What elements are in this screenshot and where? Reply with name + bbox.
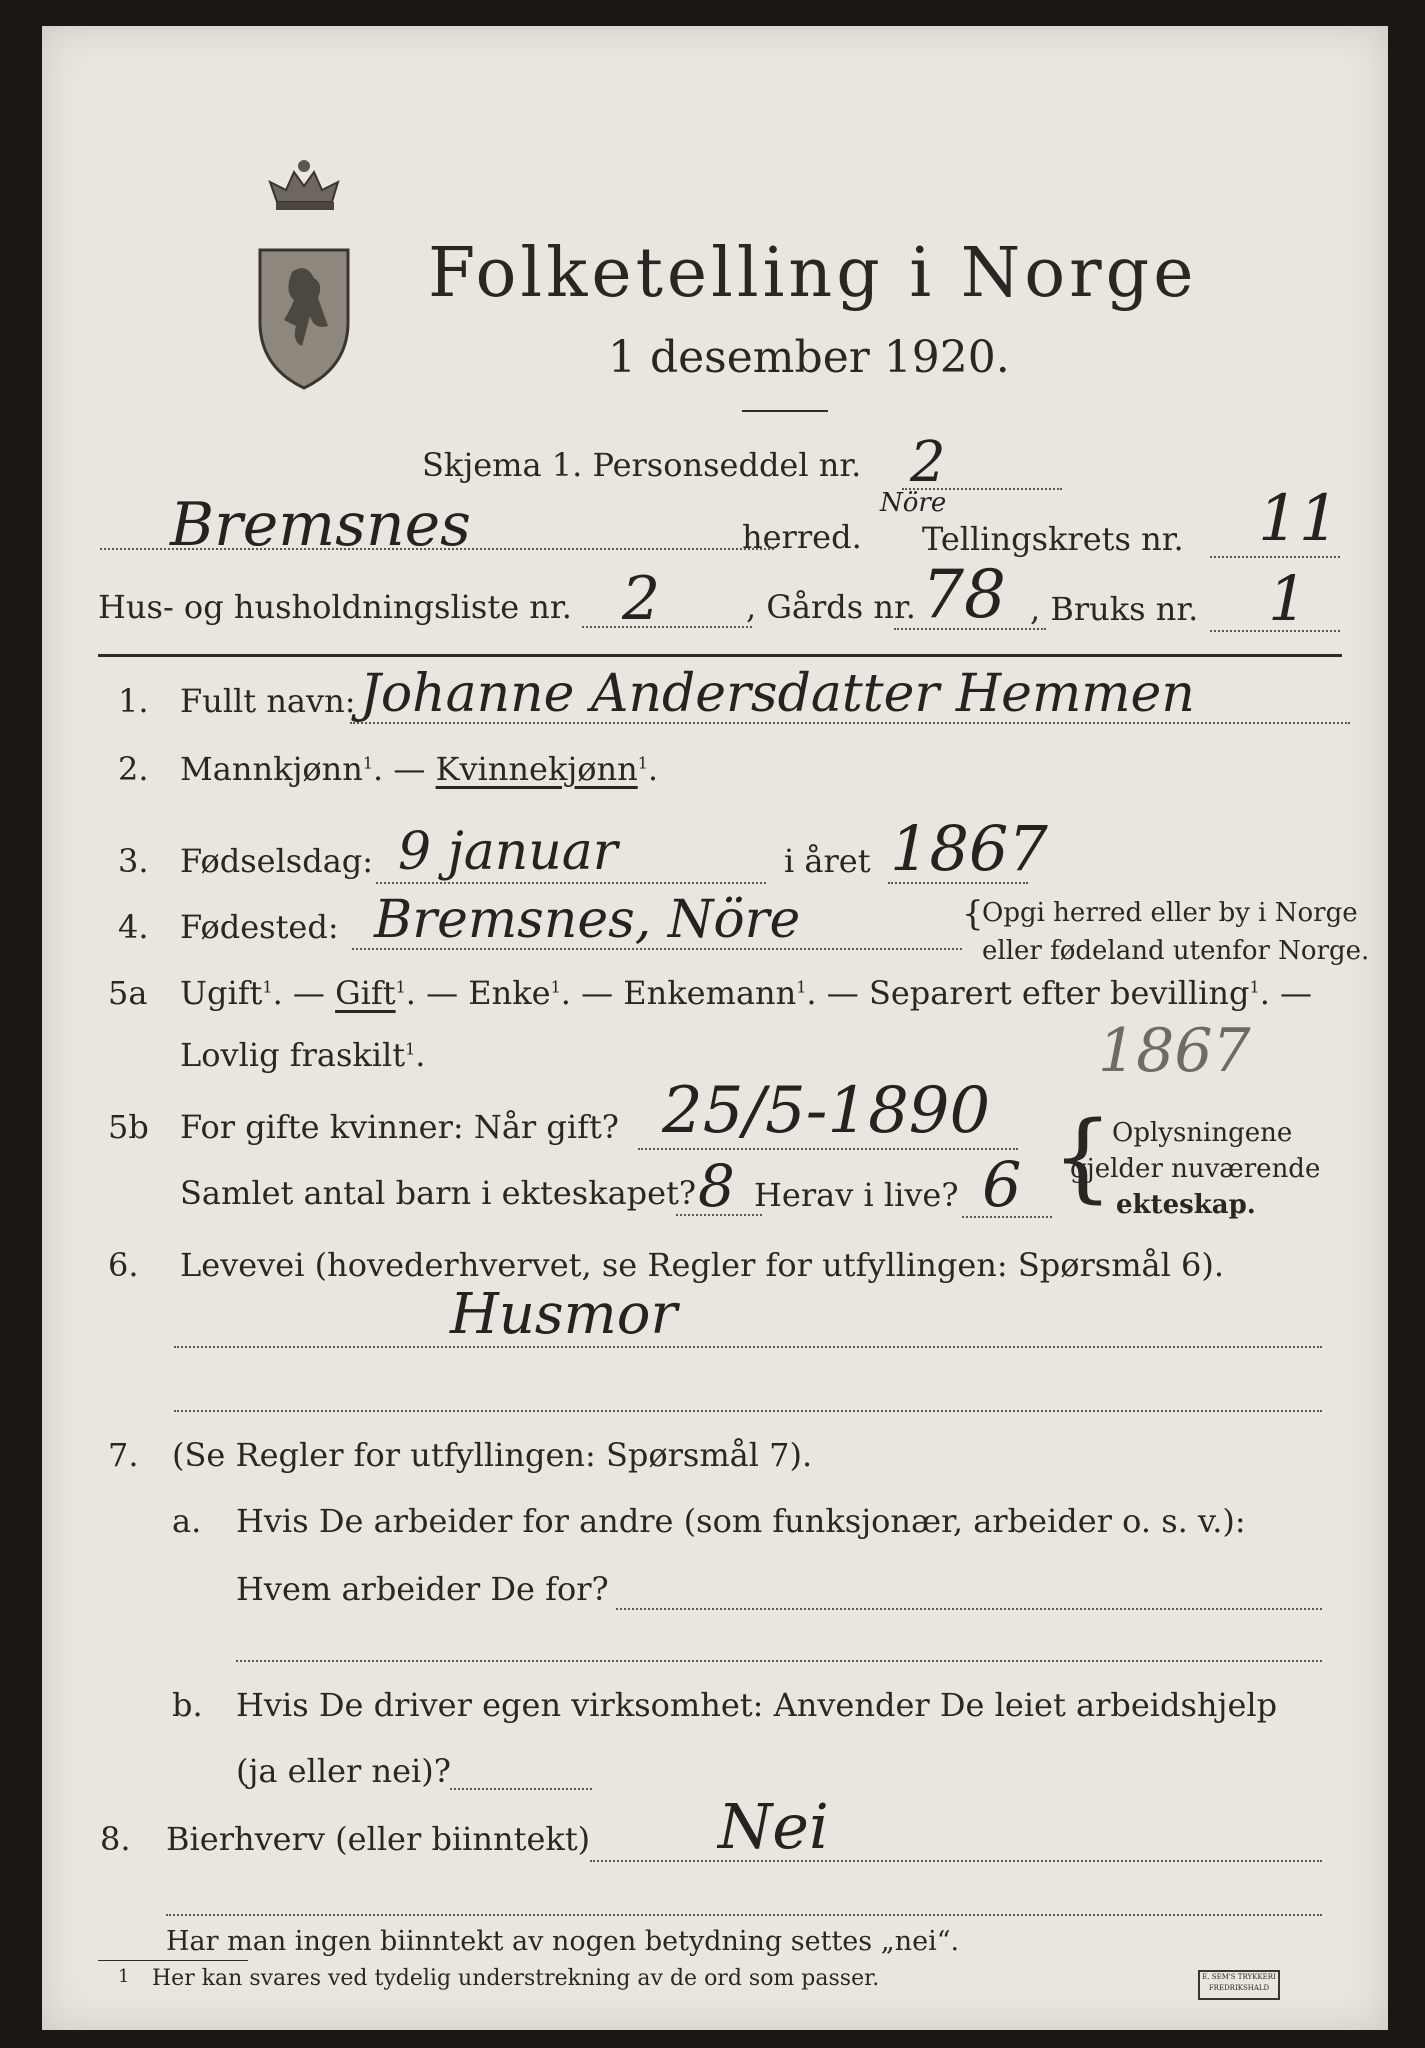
footnote-rule: [98, 1960, 248, 1961]
q5a-ugift: Ugift: [180, 974, 263, 1012]
q7-number: 7.: [108, 1436, 139, 1474]
q4-note-2: eller fødeland utenfor Norge.: [982, 936, 1370, 966]
form-title: Folketelling i Norge: [428, 234, 1198, 313]
q2-number: 2.: [118, 750, 149, 788]
q1-value: Johanne Andersdatter Hemmen: [360, 664, 1195, 724]
footnote-mark: 1: [118, 1966, 130, 1987]
q5a-trailing-dash: . —: [1259, 974, 1313, 1012]
q4-value: Bremsnes, Nöre: [374, 890, 801, 950]
husliste-line: [582, 626, 752, 628]
census-form: [42, 26, 1388, 2030]
q4-brace: {: [962, 894, 984, 934]
q8-label: Bierhverv (eller biinntekt): [166, 1820, 591, 1858]
q5a-lovlig: Lovlig fraskilt: [180, 1036, 406, 1074]
footnote: Her kan svares ved tydelig understrekning av de ord som passer.: [152, 1966, 880, 1991]
q3-day-line: [376, 882, 766, 884]
q7a-number: a.: [172, 1502, 202, 1540]
q8-number: 8.: [100, 1820, 131, 1858]
q5a-sep-3: . —: [560, 974, 624, 1012]
q5b-value: 25/5-1890: [662, 1074, 991, 1148]
q3-label: Fødselsdag:: [180, 842, 374, 880]
q6-label: Levevei (hovederhvervet, se Regler for utfyllingen: Spørsmål 6).: [180, 1246, 1225, 1284]
q8-value: Nei: [718, 1790, 829, 1863]
q5a-separert: Separert efter bevilling: [868, 974, 1250, 1012]
q2-male: Mannkjønn: [180, 750, 363, 788]
tellingskrets-label: Tellingskrets nr.: [922, 520, 1184, 558]
q4-note-1: Opgi herred eller by i Norge: [982, 898, 1358, 928]
q5b-barn-value: 8: [698, 1152, 735, 1220]
q5b-note-2: gjelder nuværende: [1070, 1154, 1321, 1184]
q7a-line-2: [236, 1660, 1322, 1662]
q7b-line: [450, 1788, 592, 1790]
q4-number: 4.: [118, 908, 149, 946]
q5b-line: [638, 1148, 1018, 1150]
q5a-number: 5a: [108, 974, 148, 1012]
q5a-gift: Gift: [335, 974, 396, 1012]
footer-note: Har man ingen biinntekt av nogen betydning settes „nei“.: [166, 1926, 960, 1957]
q5b-barn-label: Samlet antal barn i ekteskapet?: [180, 1174, 697, 1212]
q5a-enke: Enke: [468, 974, 551, 1012]
q7a-question: Hvem arbeider De for?: [236, 1570, 609, 1608]
q5b-label: For gifte kvinner: Når gift?: [180, 1108, 619, 1146]
q3-year-label: i året: [784, 842, 871, 880]
q7-label: (Se Regler for utfyllingen: Spørsmål 7).: [172, 1436, 813, 1474]
husliste-value: 2: [622, 564, 661, 634]
q1-number: 1.: [118, 682, 149, 720]
q2-end: .: [647, 750, 659, 788]
q3-year-value: 1867: [890, 812, 1048, 885]
q4-label: Fødested:: [180, 908, 339, 946]
title-divider: [742, 410, 828, 412]
herred-note: Nöre: [880, 488, 947, 518]
coat-of-arms-icon: [252, 152, 357, 392]
q7a-label: Hvis De arbeider for andre (som funksjonær, arbeider o. s. v.):: [236, 1502, 1246, 1540]
herred-line: [100, 548, 774, 550]
schema-number-value: 2: [910, 430, 946, 495]
q6-number: 6.: [108, 1246, 139, 1284]
q3-number: 3.: [118, 842, 149, 880]
bruks-label: , Bruks nr.: [1030, 590, 1199, 628]
q5a-margin-note: 1867: [1098, 1016, 1251, 1086]
q6-line-2: [174, 1410, 1322, 1412]
q7b-label: Hvis De driver egen virksomhet: Anvender De leiet arbeidshjelp: [236, 1686, 1278, 1724]
q8-line-2: [166, 1914, 1322, 1916]
q5b-note-3: ekteskap.: [1116, 1190, 1256, 1220]
q1-label: Fullt navn:: [180, 682, 356, 720]
q3-day-value: 9 januar: [398, 822, 618, 882]
q5a-options: Ugift$^1$. — Gift$^1$. — Enke$^1$. — Enkemann$^1$. — Separert efter bevilling$^1$. —: [180, 974, 1313, 1012]
tellingskrets-value: 11: [1258, 482, 1340, 556]
q7b-number: b.: [172, 1686, 203, 1724]
q2-options: Mannkjønn$^1$. — Kvinnekjønn$^1$.: [180, 750, 659, 788]
q8-line-1: [590, 1860, 1322, 1862]
q5b-note-1: Oplysningene: [1112, 1118, 1293, 1148]
q6-value: Husmor: [450, 1282, 678, 1347]
census-date: 1 desember 1920.: [608, 332, 1010, 383]
bruks-value: 1: [1268, 562, 1308, 635]
q5a-enkemann: Enkemann: [623, 974, 797, 1012]
q5a-sep-4: . —: [806, 974, 869, 1012]
header-rule: [98, 654, 1342, 657]
q5b-number: 5b: [108, 1108, 149, 1146]
q2-female: Kvinnekjønn: [435, 750, 638, 788]
q5a-sep-1: . —: [272, 974, 336, 1012]
q5a-sep-2: . —: [405, 974, 469, 1012]
herred-value: Bremsnes: [170, 490, 471, 560]
q5b-live-value: 6: [982, 1148, 1022, 1221]
q7b-question: (ja eller nei)?: [236, 1752, 451, 1790]
gards-label: , Gårds nr.: [746, 588, 916, 626]
gards-value: 78: [922, 556, 1006, 633]
q2-separator: . —: [373, 750, 436, 788]
q5b-live-label: Herav i live?: [754, 1176, 959, 1214]
q6-line-1: [174, 1346, 1322, 1348]
husliste-label: Hus- og husholdningsliste nr.: [98, 588, 572, 626]
q5a-line-2: Lovlig fraskilt$^1$.: [180, 1036, 426, 1074]
q7a-line-1: [616, 1608, 1322, 1610]
herred-label: herred.: [742, 518, 862, 556]
printer-stamp: E. SEM'S TRYKKERI FREDRIKSHALD: [1198, 1970, 1280, 2000]
tellingskrets-line: [1210, 556, 1340, 558]
schema-label: Skjema 1. Personseddel nr.: [422, 446, 862, 484]
q5b-brace: {: [1052, 1101, 1114, 1213]
